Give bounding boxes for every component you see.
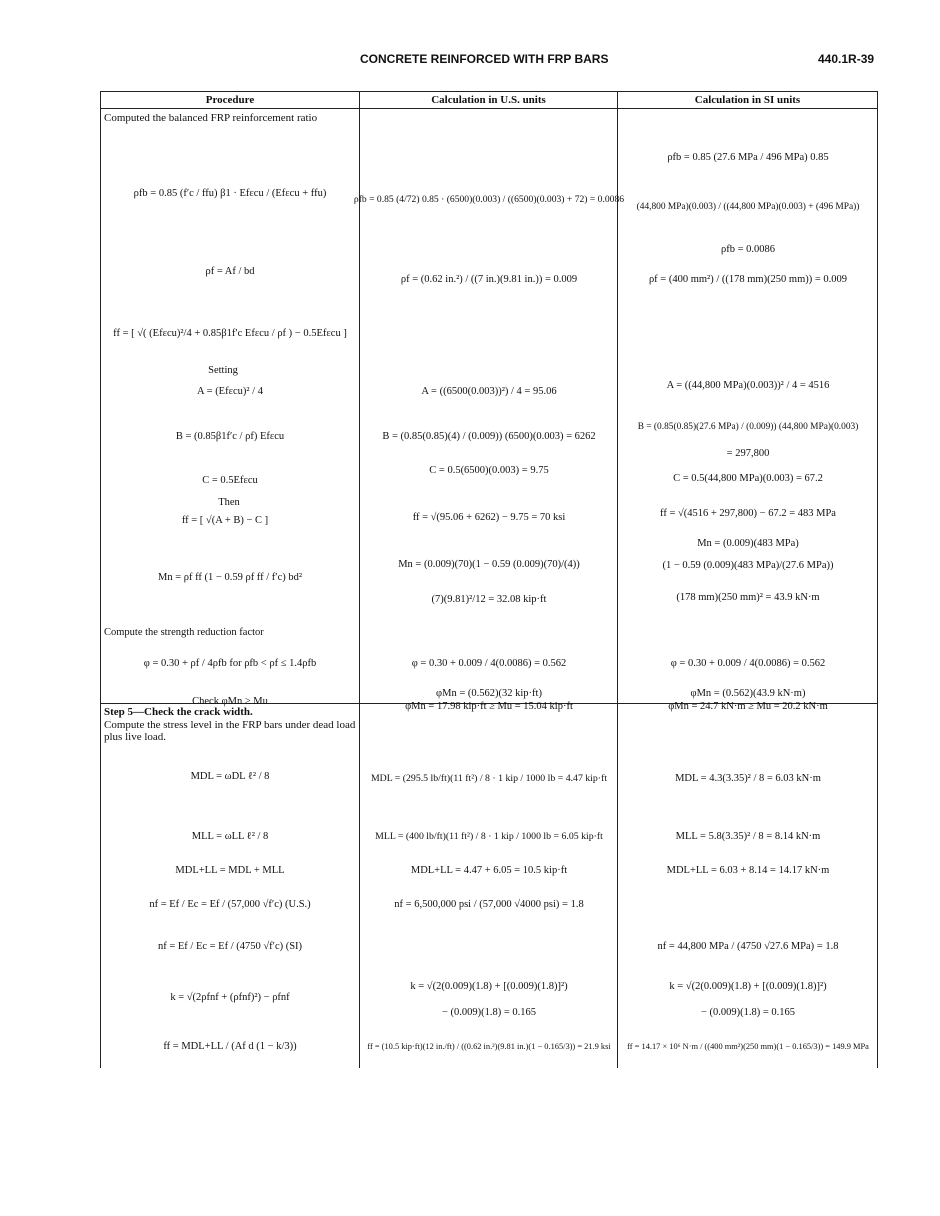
si-line: MLL = 5.8(3.35)² / 8 = 8.14 kN·m [675, 831, 821, 842]
si-line: ρfb = 0.85 (27.6 MPa / 496 MPa) 0.85 [667, 152, 829, 163]
procedure-line: B = (0.85β1f′c / ρf) Efεcu [175, 431, 285, 442]
section-subheading: Compute the stress level in the FRP bars under dead load plus live load. [104, 718, 356, 743]
si-line: − (0.009)(1.8) = 0.165 [700, 1007, 796, 1018]
si-line: (178 mm)(250 mm)² = 43.9 kN·m [676, 592, 820, 603]
us-cell [353, 109, 625, 712]
procedure-line: C = 0.5Efεcu [202, 475, 258, 486]
procedure-line: A = (Efεcu)² / 4 [197, 386, 263, 397]
si-line: MDL = 4.3(3.35)² / 8 = 6.03 kN·m [675, 773, 821, 784]
procedure-line: nf = Ef / Ec = Ef / (57,000 √f′c) (U.S.) [149, 899, 311, 910]
procedure-line: Setting [208, 365, 238, 376]
si-line: (1 − 0.59 (0.009)(483 MPa)/(27.6 MPa)) [662, 560, 834, 571]
us-line: k = √(2(0.009)(1.8) + [(0.009)(1.8)]²) [410, 981, 568, 992]
us-line: − (0.009)(1.8) = 0.165 [441, 1007, 537, 1018]
si-cell [618, 704, 878, 1069]
table-row [101, 109, 878, 704]
column-header-procedure: Procedure [101, 92, 360, 109]
procedure-line: ff = [ √( (Efεcu)²/4 + 0.85β1f′c Efεcu / ρf ) − 0.5Efεcu ] [113, 328, 347, 339]
us-line: MLL = (400 lb/ft)(11 ft²) / 8 · 1 kip / 1000 lb = 6.05 kip·ft [375, 831, 603, 842]
us-line: (7)(9.81)²/12 = 32.08 kip·ft [431, 594, 547, 605]
table-header-row [101, 92, 878, 109]
us-line: B = (0.85(0.85)(4) / (0.009)) (6500)(0.003) = 6262 [382, 431, 596, 442]
si-line: ρfb = 0.0086 [720, 244, 776, 255]
si-line: φMn = 24.7 kN·m ≥ Mu = 20.2 kN·m [668, 701, 828, 712]
table-row [101, 704, 878, 1069]
section-heading: Computed the balanced FRP reinforcement ratio [104, 112, 318, 124]
column-header-si: Calculation in SI units [618, 92, 878, 109]
procedure-cell [101, 109, 360, 707]
si-line: k = √(2(0.009)(1.8) + [(0.009)(1.8)]²) [669, 981, 827, 992]
us-line: φMn = 17.98 kip·ft ≥ Mu = 15.04 kip·ft [405, 701, 573, 712]
us-line: φ = 0.30 + 0.009 / 4(0.0086) = 0.562 [411, 658, 567, 669]
procedure-line: nf = Ef / Ec = Ef / (4750 √f′c) (SI) [157, 941, 303, 952]
us-line: nf = 6,500,000 psi / (57,000 √4000 psi) = 1.8 [394, 899, 584, 910]
us-line: ff = √(95.06 + 6262) − 9.75 = 70 ksi [412, 512, 566, 523]
si-line: = 297,800 [726, 448, 770, 459]
us-cell [360, 704, 618, 1069]
calculation-table [100, 91, 878, 1068]
si-line: C = 0.5(44,800 MPa)(0.003) = 67.2 [673, 473, 823, 484]
procedure-line: MLL = ωLL ℓ² / 8 [191, 831, 269, 842]
si-line: ff = √(4516 + 297,800) − 67.2 = 483 MPa [660, 508, 836, 519]
us-line: C = 0.5(6500)(0.003) = 9.75 [429, 465, 549, 476]
step-title: Step 5—Check the crack width. [104, 706, 253, 718]
us-line: ρfb = 0.85 (4/72) 0.85 · (6500)(0.003) / ((6500)(0.003) + 72) = 0.0086 [353, 194, 625, 205]
si-cell [618, 109, 878, 712]
si-line: B = (0.85(0.85)(27.6 MPa) / (0.009)) (44,800 MPa)(0.003) [637, 422, 859, 432]
procedure-line: MDL = ωDL ℓ² / 8 [190, 771, 270, 782]
si-line: nf = 44,800 MPa / (4750 √27.6 MPa) = 1.8 [657, 941, 839, 952]
procedure-line: ρfb = 0.85 (f′c / ffu) β1 · Efεcu / (Efεcu + ffu) [133, 188, 327, 199]
us-line: ff = (10.5 kip·ft)(12 in./ft) / ((0.62 in.²)(9.81 in.)(1 − 0.165/3)) = 21.9 ksi [367, 1042, 611, 1051]
si-line: ff = 14.17 × 10⁶ N·m / ((400 mm²)(250 mm)(1 − 0.165/3)) = 149.9 MPa [627, 1042, 869, 1051]
procedure-line: ff = MDL+LL / (Af d (1 − k/3)) [163, 1041, 297, 1052]
si-line: MDL+LL = 6.03 + 8.14 = 14.17 kN·m [666, 865, 830, 876]
si-line: Mn = (0.009)(483 MPa) [697, 538, 799, 549]
si-line: (44,800 MPa)(0.003) / ((44,800 MPa)(0.003) + (496 MPa)) [636, 202, 860, 212]
si-line: φMn = (0.562)(43.9 kN·m) [690, 688, 806, 699]
si-line: A = ((44,800 MPa)(0.003))² / 4 = 4516 [666, 380, 830, 391]
us-line: MDL = (295.5 lb/ft)(11 ft²) / 8 · 1 kip / 1000 lb = 4.47 kip·ft [370, 773, 608, 784]
section-heading [104, 706, 358, 744]
procedure-line: φ = 0.30 + ρf / 4ρfb for ρfb < ρf ≤ 1.4ρfb [143, 658, 317, 669]
procedure-line: Then [218, 497, 240, 508]
column-header-us: Calculation in U.S. units [360, 92, 618, 109]
us-line: φMn = (0.562)(32 kip·ft) [436, 688, 542, 699]
document-title: CONCRETE REINFORCED WITH FRP BARS [360, 52, 609, 66]
procedure-line: Mn = ρf ff (1 − 0.59 ρf ff / f′c) bd² [157, 572, 303, 583]
procedure-line: Compute the strength reduction factor [104, 627, 264, 638]
us-line: MDL+LL = 4.47 + 6.05 = 10.5 kip·ft [410, 865, 568, 876]
procedure-line: MDL+LL = MDL + MLL [175, 865, 285, 876]
us-line: A = ((6500(0.003))²) / 4 = 95.06 [421, 386, 557, 397]
procedure-line: ρf = Af / bd [205, 266, 255, 277]
us-line: ρf = (0.62 in.²) / ((7 in.)(9.81 in.)) = 0.009 [400, 274, 578, 285]
procedure-line: k = √(2ρfnf + (ρfnf)²) − ρfnf [170, 992, 290, 1003]
procedure-line: ff = [ √(A + B) − C ] [181, 515, 269, 526]
page-number: 440.1R-39 [818, 52, 875, 66]
procedure-line: Check φMn ≥ Mu [192, 696, 268, 707]
si-line: φ = 0.30 + 0.009 / 4(0.0086) = 0.562 [670, 658, 826, 669]
us-line: Mn = (0.009)(70)(1 − 0.59 (0.009)(70)/(4)) [398, 559, 580, 570]
si-line: ρf = (400 mm²) / ((178 mm)(250 mm)) = 0.009 [648, 274, 848, 285]
procedure-cell [101, 704, 360, 1069]
